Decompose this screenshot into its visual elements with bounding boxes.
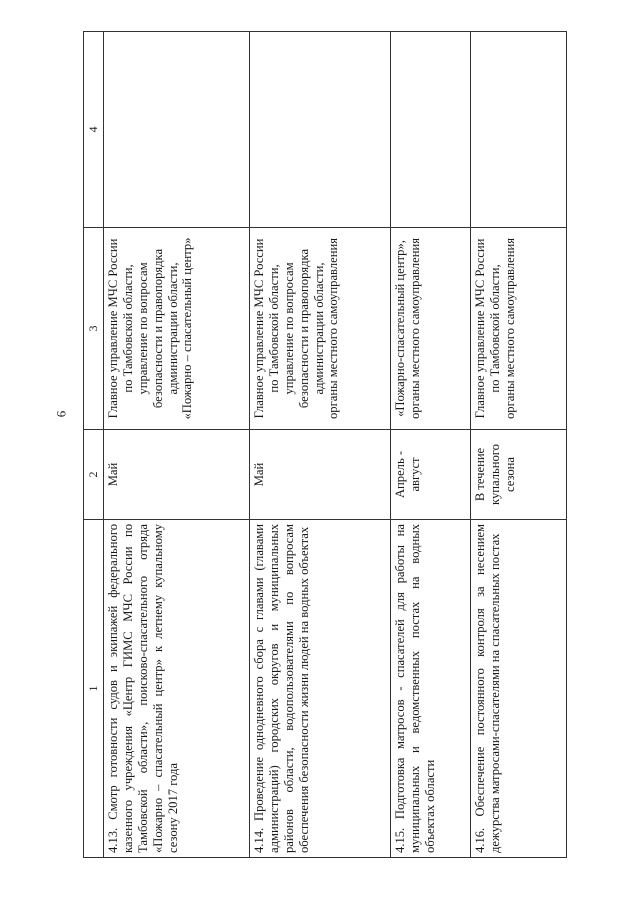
- executor-line: органы местного самоуправления: [326, 238, 341, 419]
- page-number: 6: [53, 410, 69, 418]
- executor-line: администрации области,: [165, 262, 180, 395]
- executors-cell: [391, 228, 471, 430]
- rotated-sheet: [83, 32, 570, 858]
- executor-line: по Тамбовской области,: [121, 264, 136, 393]
- note-cell: [391, 32, 471, 228]
- executor-line: «Пожарно-спасательный центр»,: [393, 240, 408, 417]
- term-cell: Май: [104, 430, 250, 520]
- term-cell: Май: [250, 430, 391, 520]
- executor-line: администрации области,: [311, 262, 326, 395]
- executors-cell: [104, 228, 250, 430]
- table-row: [471, 32, 567, 858]
- executor-line: органы местного самоуправления: [502, 238, 517, 419]
- executor-line: органы местного самоуправления: [408, 238, 423, 419]
- executor-line: управление по вопросам: [135, 262, 150, 395]
- event-cell: 4.15. Подготовка матросов - спасателей для работы на муниципальных и ведомственных постах на водных объектах области: [391, 520, 471, 858]
- column-header: 3: [84, 228, 104, 430]
- executor-line: «Пожарно – спасательный центр»: [180, 237, 195, 420]
- term-cell: В течение купального сезона: [471, 430, 567, 520]
- table-header-row: [84, 32, 104, 858]
- event-cell: 4.13. Смотр готовности судов и экипажей федерального казенного учреждения «Центр ГИМС МЧС России по Тамбовской области», поисково-спасательного отряда «Пожарно – спасательный центр» к летнему купальному сезону 2017 года: [104, 520, 250, 858]
- event-cell: 4.16. Обеспечение постоянного контроля за несением дежурства матросами-спасателями на спасательных постах: [471, 520, 567, 858]
- event-plan-table: [83, 31, 567, 858]
- executor-line: безопасности и правопорядка: [296, 248, 311, 409]
- column-header: 1: [84, 520, 104, 858]
- note-cell: [250, 32, 391, 228]
- executors-cell: [471, 228, 567, 430]
- note-cell: [104, 32, 250, 228]
- column-header: 2: [84, 430, 104, 520]
- executor-line: управление по вопросам: [281, 262, 296, 395]
- note-cell: [471, 32, 567, 228]
- executor-line: по Тамбовской области,: [267, 264, 282, 393]
- table-row: [104, 32, 250, 858]
- table-row: [250, 32, 391, 858]
- executor-line: безопасности и правопорядка: [150, 248, 165, 409]
- term-cell: Апрель - август: [391, 430, 471, 520]
- table-row: [391, 32, 471, 858]
- column-header: 4: [84, 32, 104, 228]
- event-cell: 4.14. Проведение однодневного сбора с главами (главами администраций) городских округов и муниципальных районов области, водопользователями по вопросам обеспечения безопасности жизни людей на водных объектах: [250, 520, 391, 858]
- executor-line: Главное управление МЧС России: [473, 238, 488, 419]
- executor-line: Главное управление МЧС России: [252, 238, 267, 419]
- executor-line: Главное управление МЧС России: [106, 238, 121, 419]
- executor-line: по Тамбовской области,: [488, 264, 503, 393]
- executors-cell: [250, 228, 391, 430]
